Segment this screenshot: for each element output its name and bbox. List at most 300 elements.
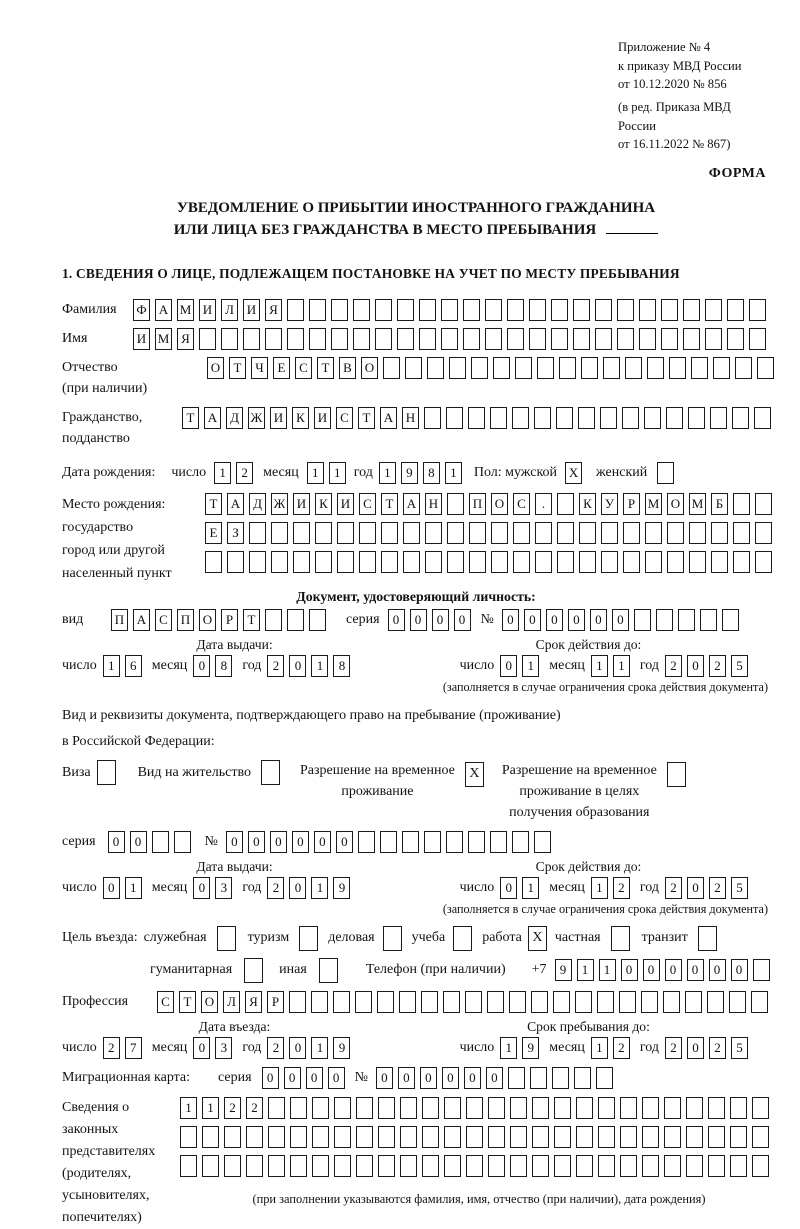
char-cell[interactable]: 0 (306, 1067, 323, 1089)
char-cell[interactable] (698, 926, 717, 951)
char-cell[interactable] (422, 1097, 439, 1119)
char-cell[interactable] (711, 551, 728, 573)
char-cell[interactable] (334, 1097, 351, 1119)
char-cell[interactable] (657, 462, 674, 484)
char-cell[interactable]: А (133, 609, 150, 631)
char-cell[interactable]: 0 (709, 959, 726, 981)
char-cell[interactable] (617, 299, 634, 321)
char-cell[interactable]: 0 (226, 831, 243, 853)
char-cell[interactable]: П (177, 609, 194, 631)
char-cell[interactable] (557, 522, 574, 544)
char-cell[interactable] (224, 1155, 241, 1177)
char-cell[interactable] (727, 328, 744, 350)
char-cell[interactable] (471, 357, 488, 379)
char-cell[interactable]: 0 (590, 609, 607, 631)
char-cell[interactable]: Н (402, 407, 419, 429)
char-cell[interactable] (507, 299, 524, 321)
char-cell[interactable] (603, 357, 620, 379)
char-cell[interactable]: 0 (388, 609, 405, 631)
char-cell[interactable] (664, 1155, 681, 1177)
char-cell[interactable] (661, 299, 678, 321)
char-cell[interactable] (353, 328, 370, 350)
char-cell[interactable]: X (565, 462, 582, 484)
char-cell[interactable] (199, 328, 216, 350)
char-cell[interactable] (202, 1155, 219, 1177)
char-cell[interactable] (383, 926, 402, 951)
char-cell[interactable]: 1 (311, 655, 328, 677)
char-cell[interactable] (730, 1097, 747, 1119)
char-cell[interactable]: У (601, 493, 618, 515)
char-cell[interactable]: 1 (180, 1097, 197, 1119)
char-cell[interactable] (265, 609, 282, 631)
char-cell[interactable] (529, 328, 546, 350)
char-cell[interactable] (557, 551, 574, 573)
char-cell[interactable] (620, 1126, 637, 1148)
char-cell[interactable]: 2 (613, 877, 630, 899)
char-cell[interactable]: Т (182, 407, 199, 429)
char-cell[interactable]: П (111, 609, 128, 631)
char-cell[interactable]: 0 (731, 959, 748, 981)
char-cell[interactable] (707, 991, 724, 1013)
char-cell[interactable] (468, 831, 485, 853)
char-cell[interactable]: 2 (709, 877, 726, 899)
char-cell[interactable]: 2 (224, 1097, 241, 1119)
char-cell[interactable] (579, 522, 596, 544)
char-cell[interactable] (377, 991, 394, 1013)
char-cell[interactable] (246, 1155, 263, 1177)
char-cell[interactable] (488, 1155, 505, 1177)
char-cell[interactable]: З (227, 522, 244, 544)
char-cell[interactable] (667, 762, 686, 787)
char-cell[interactable] (553, 991, 570, 1013)
char-cell[interactable] (422, 1155, 439, 1177)
char-cell[interactable]: 5 (731, 877, 748, 899)
char-cell[interactable] (405, 357, 422, 379)
char-cell[interactable] (180, 1155, 197, 1177)
char-cell[interactable] (666, 407, 683, 429)
char-cell[interactable] (265, 328, 282, 350)
char-cell[interactable] (689, 522, 706, 544)
char-cell[interactable]: 9 (333, 877, 350, 899)
char-cell[interactable] (299, 926, 318, 951)
char-cell[interactable] (619, 991, 636, 1013)
char-cell[interactable]: 0 (270, 831, 287, 853)
char-cell[interactable] (620, 1155, 637, 1177)
char-cell[interactable]: Д (226, 407, 243, 429)
char-cell[interactable] (383, 357, 400, 379)
char-cell[interactable] (244, 958, 263, 983)
char-cell[interactable]: 0 (643, 959, 660, 981)
char-cell[interactable] (642, 1155, 659, 1177)
char-cell[interactable]: 1 (522, 877, 539, 899)
char-cell[interactable] (221, 328, 238, 350)
char-cell[interactable] (753, 959, 770, 981)
char-cell[interactable]: С (359, 493, 376, 515)
char-cell[interactable] (268, 1155, 285, 1177)
char-cell[interactable] (641, 991, 658, 1013)
char-cell[interactable] (378, 1155, 395, 1177)
char-cell[interactable] (554, 1097, 571, 1119)
char-cell[interactable] (493, 357, 510, 379)
char-cell[interactable] (97, 760, 116, 785)
char-cell[interactable] (576, 1097, 593, 1119)
char-cell[interactable] (752, 1155, 769, 1177)
char-cell[interactable] (733, 522, 750, 544)
char-cell[interactable] (359, 522, 376, 544)
char-cell[interactable] (441, 299, 458, 321)
char-cell[interactable]: 0 (454, 609, 471, 631)
char-cell[interactable]: М (177, 299, 194, 321)
char-cell[interactable]: Ж (271, 493, 288, 515)
char-cell[interactable] (227, 551, 244, 573)
char-cell[interactable] (532, 1097, 549, 1119)
char-cell[interactable] (510, 1155, 527, 1177)
char-cell[interactable]: 0 (687, 1037, 704, 1059)
char-cell[interactable] (333, 991, 350, 1013)
char-cell[interactable] (419, 299, 436, 321)
char-cell[interactable]: 1 (591, 877, 608, 899)
char-cell[interactable]: 1 (599, 959, 616, 981)
char-cell[interactable] (530, 1067, 547, 1089)
char-cell[interactable]: 0 (289, 1037, 306, 1059)
char-cell[interactable] (205, 551, 222, 573)
char-cell[interactable] (334, 1126, 351, 1148)
char-cell[interactable] (554, 1126, 571, 1148)
char-cell[interactable] (490, 407, 507, 429)
char-cell[interactable]: 0 (612, 609, 629, 631)
char-cell[interactable] (535, 551, 552, 573)
char-cell[interactable] (403, 522, 420, 544)
char-cell[interactable] (642, 1126, 659, 1148)
char-cell[interactable]: 8 (423, 462, 440, 484)
char-cell[interactable]: 1 (445, 462, 462, 484)
char-cell[interactable]: М (645, 493, 662, 515)
char-cell[interactable] (293, 551, 310, 573)
char-cell[interactable] (623, 522, 640, 544)
char-cell[interactable] (639, 299, 656, 321)
char-cell[interactable]: О (199, 609, 216, 631)
char-cell[interactable] (752, 1097, 769, 1119)
char-cell[interactable]: 1 (591, 1037, 608, 1059)
char-cell[interactable]: 0 (432, 609, 449, 631)
char-cell[interactable] (447, 551, 464, 573)
char-cell[interactable] (686, 1126, 703, 1148)
char-cell[interactable] (656, 609, 673, 631)
char-cell[interactable] (397, 328, 414, 350)
char-cell[interactable]: 0 (687, 877, 704, 899)
char-cell[interactable]: 1 (311, 877, 328, 899)
char-cell[interactable]: 0 (546, 609, 563, 631)
char-cell[interactable] (685, 991, 702, 1013)
char-cell[interactable] (735, 357, 752, 379)
char-cell[interactable] (312, 1097, 329, 1119)
char-cell[interactable] (710, 407, 727, 429)
char-cell[interactable] (678, 609, 695, 631)
char-cell[interactable]: Р (267, 991, 284, 1013)
char-cell[interactable] (419, 328, 436, 350)
char-cell[interactable] (686, 1097, 703, 1119)
char-cell[interactable] (689, 551, 706, 573)
char-cell[interactable]: 0 (193, 655, 210, 677)
char-cell[interactable]: Р (623, 493, 640, 515)
char-cell[interactable] (319, 958, 338, 983)
char-cell[interactable] (683, 299, 700, 321)
char-cell[interactable]: К (579, 493, 596, 515)
char-cell[interactable] (424, 407, 441, 429)
char-cell[interactable] (422, 1126, 439, 1148)
char-cell[interactable] (755, 493, 772, 515)
char-cell[interactable] (400, 1155, 417, 1177)
char-cell[interactable]: Т (229, 357, 246, 379)
char-cell[interactable] (601, 522, 618, 544)
char-cell[interactable] (510, 1097, 527, 1119)
char-cell[interactable]: Т (317, 357, 334, 379)
char-cell[interactable]: 0 (502, 609, 519, 631)
char-cell[interactable] (669, 357, 686, 379)
char-cell[interactable]: 9 (401, 462, 418, 484)
char-cell[interactable] (447, 493, 464, 515)
char-cell[interactable] (664, 1126, 681, 1148)
char-cell[interactable] (287, 328, 304, 350)
char-cell[interactable] (331, 328, 348, 350)
char-cell[interactable] (446, 407, 463, 429)
char-cell[interactable] (174, 831, 191, 853)
char-cell[interactable] (249, 551, 266, 573)
char-cell[interactable] (271, 522, 288, 544)
char-cell[interactable]: Я (245, 991, 262, 1013)
char-cell[interactable] (485, 299, 502, 321)
char-cell[interactable]: 0 (398, 1067, 415, 1089)
char-cell[interactable] (598, 1155, 615, 1177)
char-cell[interactable] (754, 407, 771, 429)
char-cell[interactable]: 1 (577, 959, 594, 981)
char-cell[interactable]: С (513, 493, 530, 515)
char-cell[interactable] (727, 299, 744, 321)
char-cell[interactable]: 0 (262, 1067, 279, 1089)
char-cell[interactable] (647, 357, 664, 379)
char-cell[interactable] (337, 522, 354, 544)
char-cell[interactable] (729, 991, 746, 1013)
char-cell[interactable] (733, 493, 750, 515)
char-cell[interactable]: 0 (524, 609, 541, 631)
char-cell[interactable] (487, 991, 504, 1013)
char-cell[interactable]: 0 (248, 831, 265, 853)
char-cell[interactable]: Т (205, 493, 222, 515)
char-cell[interactable]: Я (265, 299, 282, 321)
char-cell[interactable]: 8 (333, 655, 350, 677)
char-cell[interactable]: 1 (311, 1037, 328, 1059)
char-cell[interactable] (513, 522, 530, 544)
char-cell[interactable] (757, 357, 774, 379)
char-cell[interactable] (289, 991, 306, 1013)
char-cell[interactable] (510, 1126, 527, 1148)
char-cell[interactable] (559, 357, 576, 379)
char-cell[interactable] (425, 522, 442, 544)
char-cell[interactable]: С (155, 609, 172, 631)
char-cell[interactable]: 0 (621, 959, 638, 981)
char-cell[interactable] (574, 1067, 591, 1089)
char-cell[interactable]: 2 (246, 1097, 263, 1119)
char-cell[interactable] (337, 551, 354, 573)
char-cell[interactable] (575, 991, 592, 1013)
char-cell[interactable]: А (227, 493, 244, 515)
char-cell[interactable] (732, 407, 749, 429)
char-cell[interactable] (551, 299, 568, 321)
char-cell[interactable] (427, 357, 444, 379)
char-cell[interactable] (421, 991, 438, 1013)
char-cell[interactable] (700, 609, 717, 631)
char-cell[interactable] (576, 1155, 593, 1177)
char-cell[interactable]: 1 (103, 655, 120, 677)
char-cell[interactable] (290, 1155, 307, 1177)
char-cell[interactable]: 0 (103, 877, 120, 899)
char-cell[interactable] (645, 551, 662, 573)
char-cell[interactable] (290, 1097, 307, 1119)
char-cell[interactable]: 0 (328, 1067, 345, 1089)
char-cell[interactable]: 2 (709, 1037, 726, 1059)
char-cell[interactable]: 0 (687, 655, 704, 677)
char-cell[interactable] (708, 1155, 725, 1177)
char-cell[interactable] (465, 991, 482, 1013)
char-cell[interactable] (755, 551, 772, 573)
char-cell[interactable] (711, 522, 728, 544)
char-cell[interactable]: 0 (500, 655, 517, 677)
char-cell[interactable] (293, 522, 310, 544)
char-cell[interactable]: П (469, 493, 486, 515)
char-cell[interactable]: 0 (193, 1037, 210, 1059)
char-cell[interactable] (534, 407, 551, 429)
char-cell[interactable] (490, 831, 507, 853)
char-cell[interactable] (441, 328, 458, 350)
char-cell[interactable]: О (201, 991, 218, 1013)
char-cell[interactable] (311, 991, 328, 1013)
char-cell[interactable] (400, 1097, 417, 1119)
char-cell[interactable]: Ч (251, 357, 268, 379)
char-cell[interactable]: К (292, 407, 309, 429)
char-cell[interactable] (488, 1126, 505, 1148)
char-cell[interactable]: Д (249, 493, 266, 515)
char-cell[interactable] (664, 1097, 681, 1119)
char-cell[interactable]: 1 (379, 462, 396, 484)
char-cell[interactable]: 0 (292, 831, 309, 853)
char-cell[interactable] (180, 1126, 197, 1148)
char-cell[interactable] (453, 926, 472, 951)
char-cell[interactable] (556, 407, 573, 429)
char-cell[interactable] (507, 328, 524, 350)
char-cell[interactable] (667, 551, 684, 573)
char-cell[interactable] (378, 1097, 395, 1119)
char-cell[interactable]: 2 (613, 1037, 630, 1059)
char-cell[interactable]: 2 (267, 877, 284, 899)
char-cell[interactable]: 0 (376, 1067, 393, 1089)
char-cell[interactable]: И (270, 407, 287, 429)
char-cell[interactable] (688, 407, 705, 429)
char-cell[interactable] (469, 551, 486, 573)
char-cell[interactable]: О (207, 357, 224, 379)
char-cell[interactable]: А (204, 407, 221, 429)
char-cell[interactable] (749, 328, 766, 350)
char-cell[interactable]: 3 (215, 877, 232, 899)
char-cell[interactable] (381, 551, 398, 573)
char-cell[interactable] (531, 991, 548, 1013)
char-cell[interactable] (730, 1155, 747, 1177)
char-cell[interactable] (287, 609, 304, 631)
char-cell[interactable]: 0 (193, 877, 210, 899)
char-cell[interactable]: 2 (665, 655, 682, 677)
char-cell[interactable] (598, 1097, 615, 1119)
char-cell[interactable] (730, 1126, 747, 1148)
char-cell[interactable]: 1 (613, 655, 630, 677)
char-cell[interactable]: 1 (307, 462, 324, 484)
char-cell[interactable]: О (491, 493, 508, 515)
char-cell[interactable] (359, 551, 376, 573)
char-cell[interactable] (705, 328, 722, 350)
char-cell[interactable] (515, 357, 532, 379)
char-cell[interactable] (749, 299, 766, 321)
char-cell[interactable] (356, 1097, 373, 1119)
char-cell[interactable] (625, 357, 642, 379)
char-cell[interactable] (463, 328, 480, 350)
char-cell[interactable] (375, 299, 392, 321)
char-cell[interactable]: 0 (568, 609, 585, 631)
char-cell[interactable] (353, 299, 370, 321)
char-cell[interactable]: 9 (333, 1037, 350, 1059)
char-cell[interactable] (469, 522, 486, 544)
char-cell[interactable]: 1 (125, 877, 142, 899)
char-cell[interactable] (424, 831, 441, 853)
char-cell[interactable] (595, 299, 612, 321)
char-cell[interactable] (309, 328, 326, 350)
char-cell[interactable]: 0 (442, 1067, 459, 1089)
char-cell[interactable]: И (293, 493, 310, 515)
char-cell[interactable]: 0 (464, 1067, 481, 1089)
char-cell[interactable] (331, 299, 348, 321)
char-cell[interactable]: А (403, 493, 420, 515)
char-cell[interactable]: 8 (215, 655, 232, 677)
char-cell[interactable]: 0 (284, 1067, 301, 1089)
char-cell[interactable]: Е (205, 522, 222, 544)
char-cell[interactable] (579, 551, 596, 573)
char-cell[interactable] (491, 522, 508, 544)
char-cell[interactable] (529, 299, 546, 321)
char-cell[interactable] (576, 1126, 593, 1148)
char-cell[interactable]: К (315, 493, 332, 515)
char-cell[interactable] (444, 1126, 461, 1148)
char-cell[interactable] (425, 551, 442, 573)
char-cell[interactable] (485, 328, 502, 350)
char-cell[interactable] (397, 299, 414, 321)
char-cell[interactable] (596, 1067, 613, 1089)
char-cell[interactable] (512, 407, 529, 429)
char-cell[interactable]: Т (381, 493, 398, 515)
char-cell[interactable] (535, 522, 552, 544)
char-cell[interactable]: 5 (731, 655, 748, 677)
char-cell[interactable] (375, 328, 392, 350)
char-cell[interactable] (287, 299, 304, 321)
char-cell[interactable] (443, 991, 460, 1013)
char-cell[interactable]: 0 (108, 831, 125, 853)
char-cell[interactable] (601, 551, 618, 573)
char-cell[interactable] (663, 991, 680, 1013)
char-cell[interactable] (642, 1097, 659, 1119)
char-cell[interactable] (713, 357, 730, 379)
char-cell[interactable] (581, 357, 598, 379)
char-cell[interactable] (513, 551, 530, 573)
char-cell[interactable] (691, 357, 708, 379)
char-cell[interactable] (667, 522, 684, 544)
char-cell[interactable]: А (155, 299, 172, 321)
char-cell[interactable] (508, 1067, 525, 1089)
